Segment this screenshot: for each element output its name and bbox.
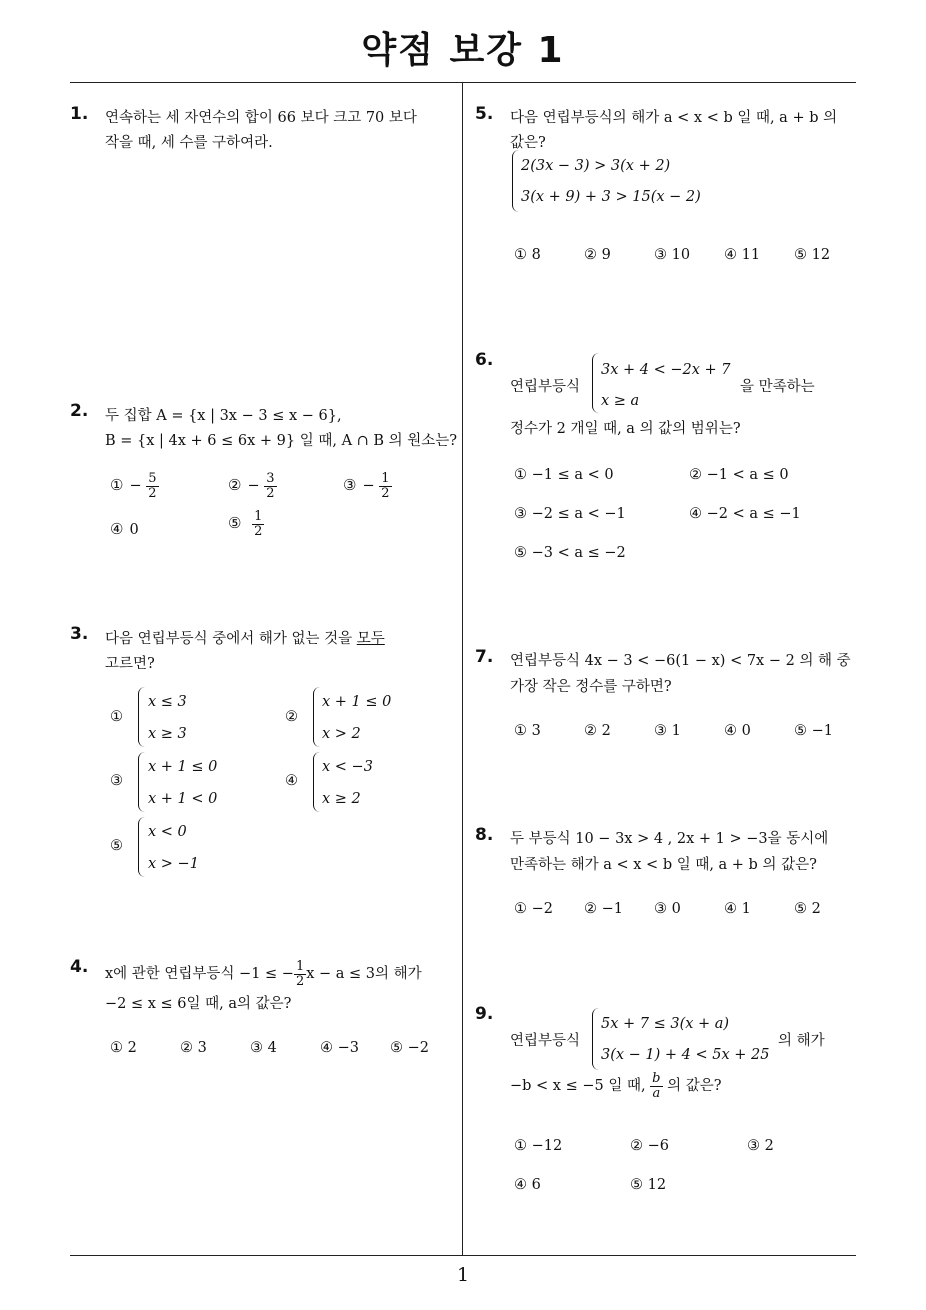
question-text: B = {x | 4x + 6 ≤ 6x + 9} 일 때, A ∩ B 의 원소는? [105,433,458,449]
system-line: 3(x + 9) + 3 > 15(x − 2) [521,189,701,205]
system-line: x ≥ a [601,393,640,409]
question-text: x에 관한 연립부등식 −1 ≤ − $\frac{1}{2}$ x − a ≤ 3의 해가 [105,959,422,989]
question-text: 값은? [510,135,546,151]
question-text: 작을 때, 세 수를 구하여라. [105,135,273,151]
choice-4[interactable]: ④ 6 [514,1177,541,1193]
question-text: 다음 연립부등식의 해가 a < x < b 일 때, a + b 의 [510,110,838,126]
question-text: 연립부등식 [510,379,581,395]
question-text: 연립부등식 4x − 3 < −6(1 − x) < 7x − 2 의 해 중 [510,653,851,669]
choice-5[interactable]: ⑤ 12 [794,247,831,263]
choice-4[interactable]: ④ 0 [110,520,139,538]
choice-5[interactable]: ⑤ −3 < a ≤ −2 [514,545,626,561]
question-text: 두 부등식 10 − 3x > 4 , 2x + 1 > −3을 동시에 [510,831,829,847]
question-number: 7. [475,647,494,667]
question-number: 2. [70,401,89,421]
choice-2[interactable]: ② 3 [180,1040,207,1056]
choice-5[interactable]: ⑤ $\frac{1}{2}$ [228,509,263,539]
page-number: 1 [456,1264,470,1286]
question-text: 만족하는 해가 a < x < b 일 때, a + b 의 값은? [510,857,817,873]
choice-5[interactable]: ⑤ −1 [794,723,833,739]
system-brace [512,150,519,212]
system-brace [592,353,599,413]
question-text: 정수가 2 개일 때, a 의 값의 범위는? [510,421,741,437]
question-text: 의 해가 [778,1033,825,1049]
question-number: 3. [70,624,89,644]
question-text: 두 집합 A = {x | 3x − 3 ≤ x − 6}, [105,408,342,424]
question-text: 고르면? [105,656,155,672]
question-text: −b < x ≤ −5 일 때, $\frac{b}{a}$ 의 값은? [510,1071,722,1101]
question-number: 6. [475,350,494,370]
choice-3[interactable]: ③ 2 [747,1138,774,1154]
system-line: 5x + 7 ≤ 3(x + a) [601,1016,730,1032]
choice-1[interactable]: ① 2 [110,1040,137,1056]
choice-2[interactable]: ② −6 [630,1138,669,1154]
choice-1[interactable]: ① −2 [514,901,553,917]
page-title: 약점 보강 1 [361,30,565,71]
choice-4[interactable]: ④ 1 [724,901,751,917]
choice-4[interactable]: ④ −3 [320,1040,359,1056]
choice-3[interactable]: ③ −2 ≤ a < −1 [514,506,626,522]
system-line: 3(x − 1) + 4 < 5x + 25 [601,1047,770,1063]
question-text: 연속하는 세 자연수의 합이 66 보다 크고 70 보다 [105,110,417,126]
choice-2[interactable]: ② 9 [584,247,611,263]
choice-1[interactable]: ① − $\frac{5}{2}$ [110,471,157,501]
choice-3[interactable]: ③ 0 [654,901,681,917]
choice-2[interactable]: ② −1 < a ≤ 0 [689,467,789,483]
choice-5[interactable]: ⑤ 12 [630,1177,667,1193]
choice-1[interactable]: ① −1 ≤ a < 0 [514,467,614,483]
question-number: 9. [475,1004,494,1024]
choice-1[interactable]: ① 3 [514,723,541,739]
question-text: 다음 연립부등식 중에서 해가 없는 것을 모두 [105,631,385,647]
choice-1[interactable]: ① −12 [514,1138,563,1154]
question-text: 을 만족하는 [740,379,815,395]
choice-2[interactable]: ② − $\frac{3}{2}$ [228,471,275,501]
question-number: 4. [70,957,89,977]
question-text: 가장 작은 정수를 구하면? [510,679,672,695]
choice-2[interactable]: ② 2 [584,723,611,739]
choice-1[interactable]: ① 8 [514,247,541,263]
system-line: 2(3x − 3) > 3(x + 2) [521,158,671,174]
question-text: 연립부등식 [510,1033,581,1049]
bottom-rule [70,1255,856,1256]
column-divider [462,83,463,1255]
question-number: 5. [475,104,494,124]
question-text: −2 ≤ x ≤ 6일 때, a의 값은? [105,996,292,1012]
choice-3[interactable]: ③ 1 [654,723,681,739]
top-rule [70,82,856,83]
question-number: 8. [475,825,494,845]
choice-4[interactable]: ④ 0 [724,723,751,739]
system-line: 3x + 4 < −2x + 7 [601,362,731,378]
choice-3[interactable]: ③ 4 [250,1040,277,1056]
choice-2[interactable]: ② −1 [584,901,623,917]
system-brace [592,1008,599,1070]
choice-4[interactable]: ④ −2 < a ≤ −1 [689,506,801,522]
choice-5[interactable]: ⑤ 2 [794,901,821,917]
choice-4[interactable]: ④ 11 [724,247,761,263]
question-number: 1. [70,104,89,124]
choice-3[interactable]: ③ 10 [654,247,691,263]
choice-5[interactable]: ⑤ −2 [390,1040,429,1056]
choice-3[interactable]: ③ − $\frac{1}{2}$ [343,471,390,501]
